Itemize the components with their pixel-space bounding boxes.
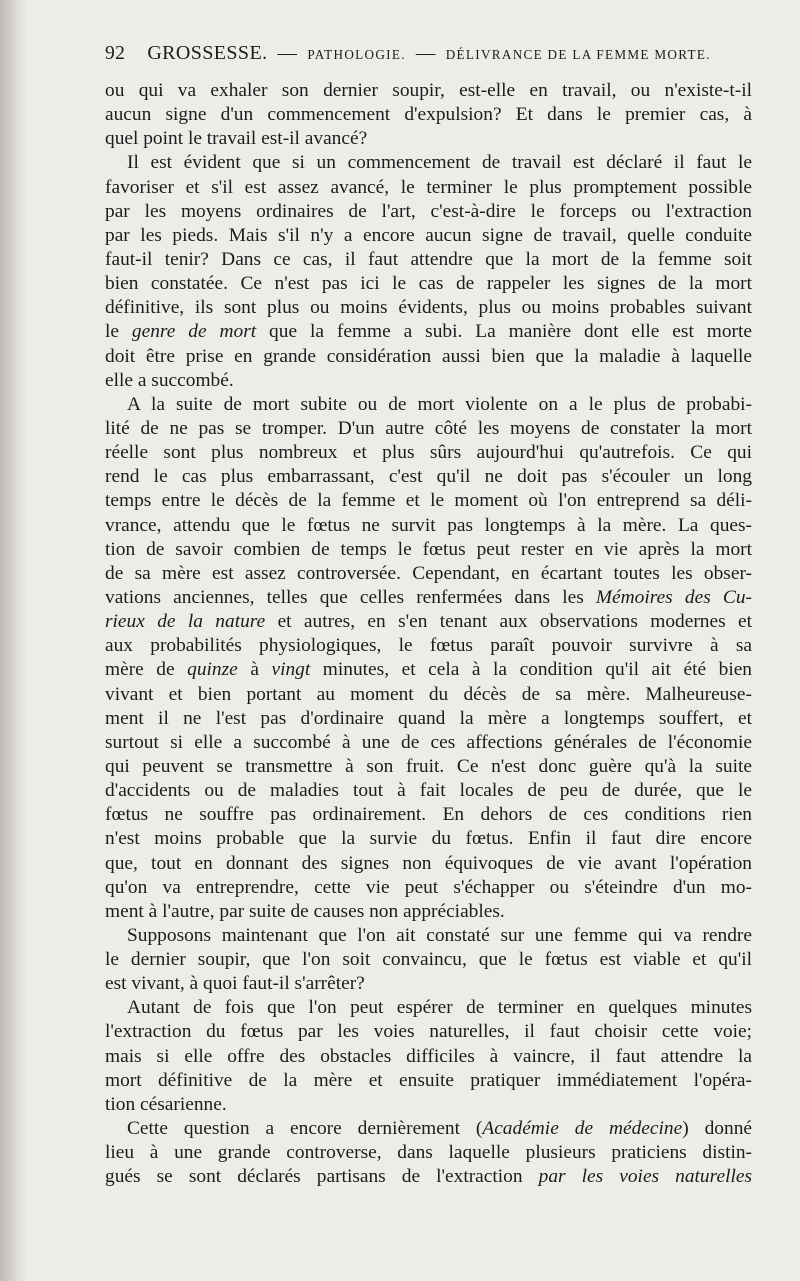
text-line bbox=[105, 1045, 752, 1069]
text-line bbox=[105, 345, 752, 369]
text-line bbox=[105, 924, 752, 948]
line-text: mais si elle offre des obstacles difficiles à vaincre, il faut attendre la bbox=[105, 1045, 752, 1067]
text-line bbox=[105, 103, 752, 127]
text-line bbox=[105, 731, 752, 755]
line-text: temps entre le décès de la femme et le moment où l'on entreprend sa déli- bbox=[105, 490, 752, 512]
text-line bbox=[105, 779, 752, 803]
line-text: que la femme a subi. La manière dont elle est morte bbox=[256, 321, 753, 343]
body-text bbox=[105, 79, 752, 1189]
line-text: favoriser et s'il est assez avancé, le terminer le plus promptement possible bbox=[105, 176, 752, 198]
header-section: PATHOLOGIE. bbox=[307, 47, 406, 62]
text-line bbox=[105, 658, 752, 682]
text-line bbox=[105, 320, 752, 344]
line-text: faut-il tenir? Dans ce cas, il faut attendre que la mort de la femme soit bbox=[105, 248, 752, 270]
italic-text: vingt bbox=[271, 659, 311, 681]
line-text: qui peuvent se transmettre à son fruit. Ce n'est donc guère qu'à la suite bbox=[105, 755, 752, 777]
line-text: à bbox=[237, 659, 272, 681]
text-line bbox=[105, 1069, 752, 1093]
line-text: mort définitive de la mère et ensuite pratiquer immédiatement l'opéra- bbox=[105, 1069, 752, 1091]
text-line bbox=[105, 514, 752, 538]
running-header bbox=[105, 42, 752, 76]
page-number: 92 bbox=[105, 43, 126, 64]
text-line bbox=[105, 827, 752, 851]
line-text: mère de bbox=[105, 659, 188, 681]
text-line bbox=[105, 465, 752, 489]
line-text: définitive, ils sont plus ou moins évidents, plus ou moins probables suivant bbox=[105, 297, 752, 319]
line-text: réelle sont plus nombreux et plus sûrs aujourd'hui qu'autrefois. Ce qui bbox=[105, 442, 752, 464]
line-text: qu'on va entreprendre, cette vie peut s'échapper ou s'éteindre d'un mo- bbox=[105, 876, 752, 898]
line-text: ment il ne l'est pas d'ordinaire quand la mère a longtemps souffert, et bbox=[105, 707, 752, 729]
header-dash: — bbox=[415, 43, 436, 64]
text-line bbox=[105, 151, 752, 175]
text-line bbox=[105, 610, 752, 634]
text-line bbox=[105, 586, 752, 610]
line-text: ) donné bbox=[682, 1118, 752, 1140]
line-text: d'accidents ou de maladies tout à fait locales de peu de durée, que le bbox=[105, 780, 752, 802]
italic-text: Académie de médecine bbox=[482, 1118, 683, 1140]
line-text: fœtus ne souffre pas ordinairement. En dehors de ces conditions rien bbox=[105, 804, 752, 826]
text-line bbox=[105, 803, 752, 827]
line-text: aucun signe d'un commencement d'expulsion? Et dans le premier cas, à bbox=[105, 104, 752, 126]
text-line bbox=[105, 79, 752, 103]
line-text: le bbox=[105, 321, 132, 343]
header-subsection: DÉLIVRANCE DE LA FEMME MORTE. bbox=[445, 47, 711, 62]
text-line bbox=[105, 1020, 752, 1044]
line-text: Il est évident que si un commencement de travail est déclaré il faut le bbox=[127, 152, 752, 174]
italic-text: rieux de la nature bbox=[105, 611, 266, 633]
line-text: rend le cas plus embarrassant, c'est qu'il ne doit pas s'écouler un long bbox=[105, 466, 752, 488]
line-text: le dernier soupir, que l'on soit convaincu, que le fœtus est viable et qu'il bbox=[105, 949, 752, 971]
text-line bbox=[105, 996, 752, 1020]
text-line bbox=[105, 176, 752, 200]
text-line bbox=[105, 1165, 752, 1189]
header-title: GROSSESSE. bbox=[147, 42, 268, 64]
line-text: ment à l'autre, par suite de causes non appréciables. bbox=[105, 900, 505, 922]
line-text: lité de ne pas se tromper. D'un autre côté les moyens de constater la mort bbox=[105, 417, 752, 439]
text-line bbox=[105, 489, 752, 513]
line-text: minutes, et cela à la condition qu'il ait été bien bbox=[310, 659, 753, 681]
text-line bbox=[105, 876, 752, 900]
text-line bbox=[105, 900, 752, 924]
italic-text: genre de mort bbox=[131, 321, 257, 343]
text-line bbox=[105, 634, 752, 658]
text-line bbox=[105, 1093, 752, 1117]
text-line bbox=[105, 683, 752, 707]
text-line bbox=[105, 296, 752, 320]
line-text: vations anciennes, telles que celles renfermées dans les bbox=[105, 586, 596, 608]
text-line bbox=[105, 224, 752, 248]
line-text: que, tout en donnant des signes non équivoques de vie avant l'opération bbox=[105, 852, 752, 874]
line-text: et autres, en s'en tenant aux observations modernes et bbox=[265, 611, 752, 633]
text-line bbox=[105, 1141, 752, 1165]
italic-text: quinze bbox=[187, 659, 238, 681]
line-text: surtout si elle a succombé à une de ces affections générales de l'économie bbox=[105, 731, 752, 753]
line-text: tion césarienne. bbox=[105, 1093, 227, 1115]
italic-text: par les voies naturelles bbox=[538, 1166, 752, 1188]
line-text: par les moyens ordinaires de l'art, c'est-à-dire le forceps ou l'extraction bbox=[105, 200, 752, 222]
line-text: A la suite de mort subite ou de mort violente on a le plus de probabi- bbox=[127, 393, 752, 415]
text-line bbox=[105, 538, 752, 562]
line-text: Autant de fois que l'on peut espérer de terminer en quelques minutes bbox=[127, 997, 752, 1019]
line-text: vrance, attendu que le fœtus ne survit pas longtemps à la mère. La ques- bbox=[105, 514, 752, 536]
text-line bbox=[105, 755, 752, 779]
line-text: elle a succombé. bbox=[105, 369, 234, 391]
line-text: l'extraction du fœtus par les voies naturelles, il faut choisir cette voie; bbox=[105, 1021, 752, 1043]
text-line bbox=[105, 441, 752, 465]
text-line bbox=[105, 127, 752, 151]
italic-text: Mémoires des Cu- bbox=[595, 586, 752, 608]
line-text: tion de savoir combien de temps le fœtus peut rester en vie après la mort bbox=[105, 538, 752, 560]
text-line bbox=[105, 272, 752, 296]
text-line bbox=[105, 393, 752, 417]
text-line bbox=[105, 200, 752, 224]
text-line bbox=[105, 707, 752, 731]
line-text: ou qui va exhaler son dernier soupir, est-elle en travail, ou n'existe-t-il bbox=[105, 80, 752, 101]
line-text: vivant et bien portant au moment du décès de sa mère. Malheureuse- bbox=[105, 683, 752, 705]
line-text: est vivant, à quoi faut-il s'arrêter? bbox=[105, 973, 365, 995]
line-text: par les pieds. Mais s'il n'y a encore aucun signe de travail, quelle conduite bbox=[105, 224, 752, 246]
text-line bbox=[105, 248, 752, 272]
text-line bbox=[105, 1117, 752, 1141]
text-line bbox=[105, 948, 752, 972]
line-text: doit être prise en grande considération aussi bien que la maladie à laquelle bbox=[105, 345, 752, 367]
text-line bbox=[105, 852, 752, 876]
text-line bbox=[105, 972, 752, 996]
text-line bbox=[105, 562, 752, 586]
text-line bbox=[105, 369, 752, 393]
header-dash: — bbox=[277, 43, 298, 64]
line-text: gués se sont déclarés partisans de l'extraction bbox=[105, 1166, 539, 1188]
line-text: aux probabilités physiologiques, le fœtus paraît pouvoir survivre à sa bbox=[105, 635, 752, 657]
text-line bbox=[105, 417, 752, 441]
line-text: de sa mère est assez controversée. Cependant, en écartant toutes les obser- bbox=[105, 562, 752, 584]
binding-shadow bbox=[0, 0, 28, 1281]
line-text: Supposons maintenant que l'on ait constaté sur une femme qui va rendre bbox=[127, 924, 752, 946]
line-text: n'est moins probable que la survie du fœtus. Enfin il faut dire encore bbox=[105, 828, 752, 850]
line-text: bien constatée. Ce n'est pas ici le cas de rappeler les signes de la mort bbox=[105, 273, 752, 295]
line-text: lieu à une grande controverse, dans laquelle plusieurs praticiens distin- bbox=[105, 1142, 752, 1164]
line-text: Cette question a encore dernièrement ( bbox=[127, 1118, 483, 1140]
line-text: quel point le travail est-il avancé? bbox=[105, 128, 368, 150]
